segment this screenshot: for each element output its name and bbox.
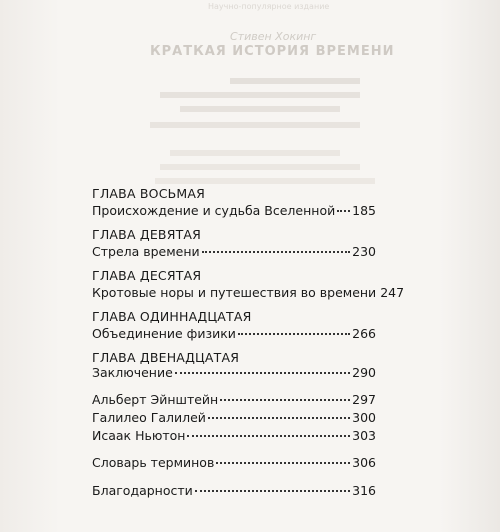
ghost-author: Стивен Хокинг [230,30,317,43]
chapter-heading: ГЛАВА ДЕСЯТАЯ [92,268,202,283]
toc-entry-title: Словарь терминов [92,455,215,470]
dot-leader [216,462,350,464]
toc-entry [92,455,376,470]
toc-entry-title: Происхождение и судьба Вселенной [92,203,336,218]
toc-entry-title: Заключение [92,365,173,380]
ghost-line [150,122,360,128]
toc-entry [92,203,376,218]
toc-page-number: 316 [352,483,376,498]
chapter-heading: ГЛАВА ДЕВЯТАЯ [92,227,202,242]
toc-entry [92,285,405,300]
toc-entry-title: Стрела времени [92,244,200,259]
toc-entry-title: Галилео Галилей [92,410,206,425]
toc-page-number: 306 [352,455,376,470]
dot-leader [195,490,350,492]
toc-page-number: 290 [352,365,376,380]
ghost-line [230,78,360,84]
toc-entry [92,410,376,425]
toc-page-number: 185 [352,203,376,218]
dot-leader [220,399,350,401]
ghost-line [160,92,360,98]
ghost-title: КРАТКАЯ ИСТОРИЯ ВРЕМЕНИ [150,44,395,59]
ghost-line [180,106,340,112]
toc-entry [92,428,376,443]
toc-page-number: 266 [352,326,376,341]
toc-entry-title: Исаак Ньютон [92,428,186,443]
toc-entry [92,244,376,259]
toc-entry-title: Объединение физики [92,326,236,341]
toc-entry [92,326,376,341]
dot-leader [337,210,350,212]
toc-entry [92,483,376,498]
ghost-header: Научно-популярное издание [208,2,330,11]
dot-leader [238,333,350,335]
dot-leader [202,251,350,253]
toc-page-number: 247 [380,285,405,300]
toc-entry-title: Благодарности [92,483,193,498]
dot-leader [187,435,350,437]
toc-page-number: 300 [352,410,376,425]
dot-leader [208,417,350,419]
toc-page-number: 303 [352,428,376,443]
toc-entry-title: Альберт Эйнштейн [92,392,219,407]
toc-page-number: 230 [352,244,376,259]
toc-entry-title: Кротовые норы и путешествия во времени [92,285,377,300]
ghost-line [155,178,375,184]
chapter-heading: ГЛАВА ОДИННАДЦАТАЯ [92,309,252,324]
chapter-heading: ГЛАВА ДВЕНАДЦАТАЯ [92,350,240,365]
toc-entry [92,365,376,380]
dot-leader [175,372,350,374]
ghost-line [160,164,360,170]
chapter-heading: ГЛАВА ВОСЬМАЯ [92,186,206,201]
toc-page-number: 297 [352,392,376,407]
toc-entry [92,392,376,407]
ghost-line [170,150,340,156]
